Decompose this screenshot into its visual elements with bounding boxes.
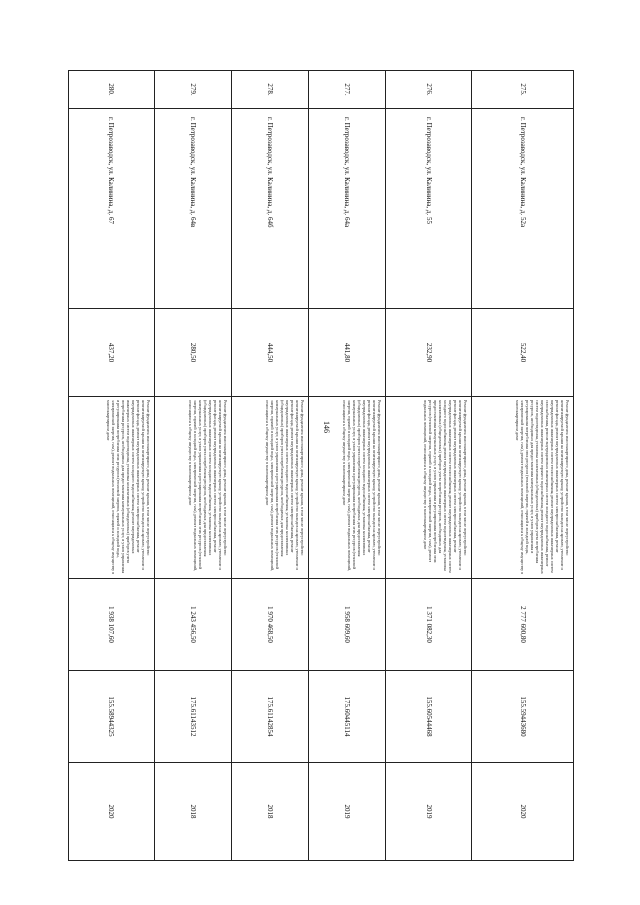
row-number: 276. (386, 71, 472, 109)
row-cost: 1 958 609,60 (309, 579, 386, 671)
row-area: 280,50 (154, 309, 231, 397)
row-area: 444,50 (231, 309, 308, 397)
row-address: г. Петрозаводск, ул. Калинина, д. 64в (154, 109, 231, 309)
row-number: 275. (472, 71, 574, 109)
row-works-list: Ремонт фундамента многоквартирного дома, ремонт крыши, в том числе переустройство невентилируемой крыши на вентилируемую крышу, устройство выходов на кровлю, утепление и ремонт фасада, ремонт внутридомовых инженерных систем электроснабжения, ремонт внутридомовых инженерных систем холодного водоснабжения, установка коллективных (общедомовых) приборов учета потребления ресурсов, необходимых для предоставления коммунальных услуг, и узлов управления и регулирования потребления этих ресурсов (тепловой энергии, горячей и холодной воды, электрической энергии, газа), ремонт подвальных помещений, относящихся к общему имуществу в многоквартирном доме (309, 397, 386, 579)
row-number: 279. (154, 71, 231, 109)
row-area: 522,40 (472, 309, 574, 397)
row-unit-price: 175.60445114 (309, 671, 386, 763)
row-year: 2018 (231, 763, 308, 861)
row-works-list: Ремонт фундамента многоквартирного дома, ремонт крыши, в том числе переустройство невентилируемой крыши на вентилируемую крышу, устройство выходов на кровлю, утепление и ремонт фасада, ремонт внутридомовых инженерных систем электроснабжения, ремонт внутридомовых инженерных систем холодного водоснабжения, ремонт внутридомовых инженерных систем водоотведения, установка коллективных (общедомовых) приборов учета потребления ресурсов, необходимых для предоставления коммунальных услуг, и узлов управления и регулирования потребления этих ресурсов (тепловой энергии, горячей и холодной воды, электрической энергии, газа), ремонт подвальных помещений, относящихся к общему имуществу в многоквартирном доме (69, 397, 155, 579)
row-cost: 1 970 468,50 (231, 579, 308, 671)
row-address: г. Петрозаводск, ул. Калинина, д. 67 (69, 109, 155, 309)
row-year: 2019 (309, 763, 386, 861)
row-works-list: Ремонт фундамента многоквартирного дома, ремонт крыши, в том числе переустройство невентилируемой крыши на вентилируемую крышу, устройство выходов на кровлю, утепление и ремонт фасада, ремонт внутридомовых инженерных систем электроснабжения, ремонт внутридомовых инженерных систем теплоснабжения, ремонт внутридомовых инженерных систем газоснабжения, ремонт внутридомовых инженерных систем холодного водоснабжения, ремонт внутридомовых инженерных систем горячего водоснабжения, ремонт внутридомовых инженерных систем водоотведения, установка коллективных (общедомовых) приборов учета потребления ресурсов, необходимых для предоставления коммунальных услуг, и узлов управления и регулирования потребления этих ресурсов (тепловой энергии, горячей и холодной воды, электрической энергии, газа), ремонт подвальных помещений, относящихся к общему имуществу в многоквартирном доме (472, 397, 574, 579)
row-unit-price: 155.59443680 (472, 671, 574, 763)
row-cost: 1 243 456,50 (154, 579, 231, 671)
row-address: г. Петрозаводск, ул. Калинина, д. 64б (231, 109, 308, 309)
table-container (68, 70, 574, 860)
row-number: 277. (309, 71, 386, 109)
row-number: 280. (69, 71, 155, 109)
row-number: 278. (231, 71, 308, 109)
row-year: 2020 (472, 763, 574, 861)
row-year: 2020 (69, 763, 155, 861)
table-row (231, 71, 308, 861)
row-area: 437,20 (69, 309, 155, 397)
row-cost: 1 371 082,30 (386, 579, 472, 671)
row-cost: 2 777 600,80 (472, 579, 574, 671)
table-row (386, 71, 472, 861)
housing-repair-table (68, 70, 574, 861)
row-works-list: Ремонт фундамента многоквартирного дома, ремонт крыши, в том числе переустройство невентилируемой крыши на вентилируемую крышу, устройство выходов на кровлю, утепление и ремонт фасада, ремонт внутридомовых инженерных систем электроснабжения, ремонт внутридомовых инженерных систем теплоснабжения, ремонт внутридомовых инженерных систем холодного водоснабжения, ремонт внутридомовых инженерных систем водоотведения, установка коллективных (общедомовых) приборов учета потребления ресурсов, необходимых для предоставления коммунальных услуг, и узлов управления и регулирования потребления этих ресурсов (тепловой энергии, горячей и холодной воды, электрической энергии, газа), ремонт подвальных помещений, относящихся к общему имуществу в многоквартирном доме (386, 397, 472, 579)
row-unit-price: 155.60544468 (386, 671, 472, 763)
row-area: 441,80 (309, 309, 386, 397)
row-unit-price: 175.61142854 (231, 671, 308, 763)
row-address: г. Петрозаводск, ул. Калинина, д. 52а (472, 109, 574, 309)
row-year: 2018 (154, 763, 231, 861)
row-unit-price: 155.58944325 (69, 671, 155, 763)
row-works-list: Ремонт фундамента многоквартирного дома, ремонт крыши, в том числе переустройство невентилируемой крыши на вентилируемую крышу, устройство выходов на кровлю, утепление и ремонт фасада, ремонт внутридомовых инженерных систем электроснабжения, ремонт внутридомовых инженерных систем холодного водоснабжения, установка коллективных (общедомовых) приборов учета потребления ресурсов, необходимых для предоставления коммунальных услуг, и узлов управления и регулирования потребления этих ресурсов (тепловой энергии, горячей и холодной воды, электрической энергии, газа), ремонт подвальных помещений, относящихся к общему имуществу в многоквартирном доме (231, 397, 308, 579)
page-number: 146 (322, 421, 331, 433)
table-row (154, 71, 231, 861)
row-area: 232,90 (386, 309, 472, 397)
table-body (69, 71, 574, 861)
row-works-list: Ремонт фундамента многоквартирного дома, ремонт крыши, в том числе переустройство невентилируемой крыши на вентилируемую крышу, устройство выходов на кровлю, утепление и ремонт фасада, ремонт внутридомовых инженерных систем электроснабжения, ремонт внутридомовых инженерных систем холодного водоснабжения, установка коллективных (общедомовых) приборов учета потребления ресурсов, необходимых для предоставления коммунальных услуг, и узлов управления и регулирования потребления этих ресурсов (тепловой энергии, горячей и холодной воды, электрической энергии, газа), ремонт подвальных помещений, относящихся к общему имуществу в многоквартирном доме (154, 397, 231, 579)
table-row (472, 71, 574, 861)
row-address: г. Петрозаводск, ул. Калинина, д. 64а (309, 109, 386, 309)
table-row (69, 71, 155, 861)
rotated-table-frame (68, 70, 574, 860)
row-address: г. Петрозаводск, ул. Калинина, д. 55 (386, 109, 472, 309)
table-row (309, 71, 386, 861)
row-year: 2019 (386, 763, 472, 861)
row-cost: 1 938 107,60 (69, 579, 155, 671)
row-unit-price: 175.61143512 (154, 671, 231, 763)
